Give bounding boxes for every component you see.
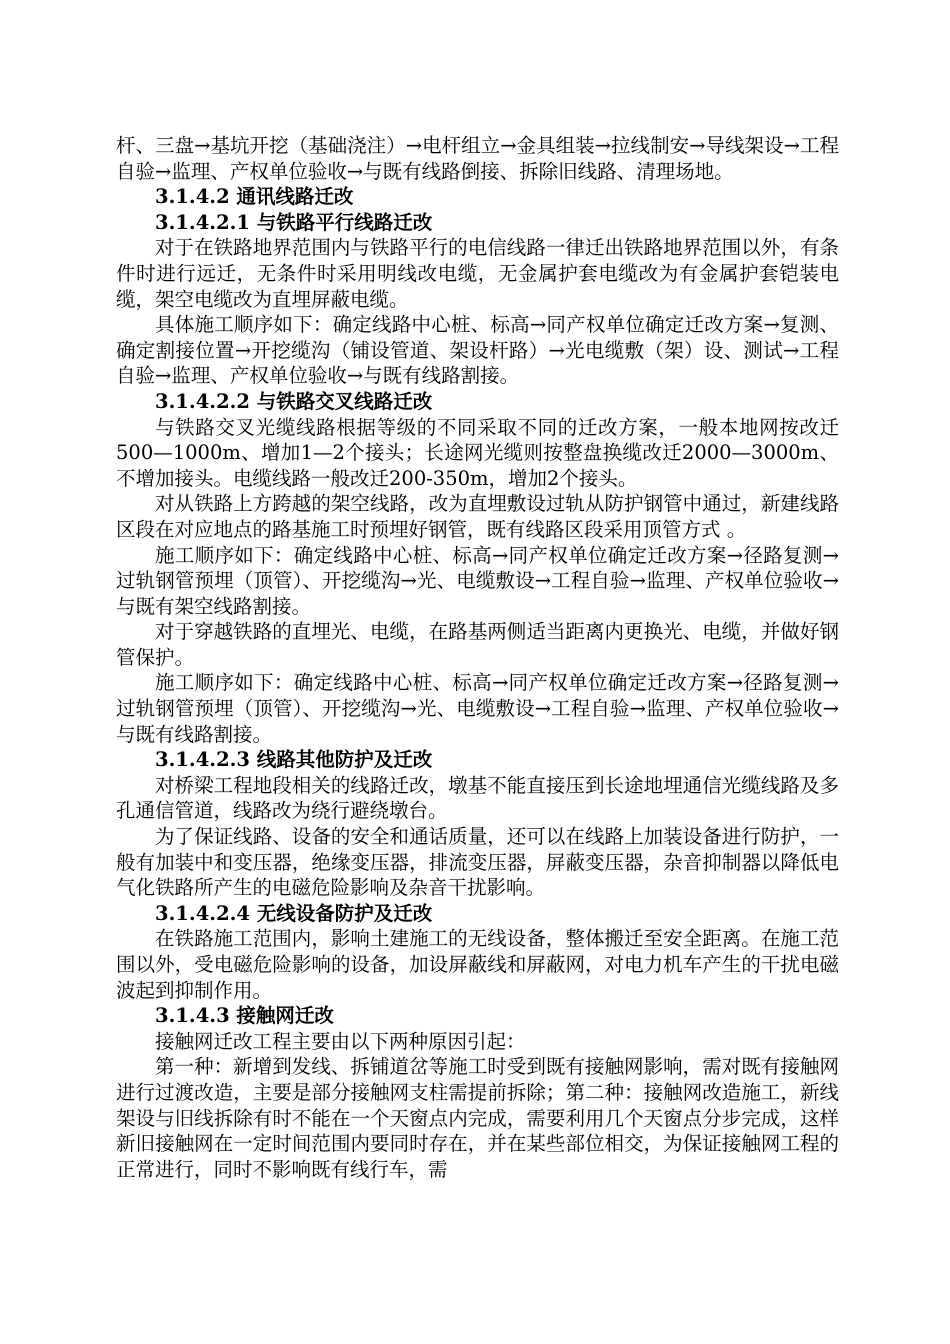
paragraph: 对桥梁工程地段相关的线路迁改，墩基不能直接压到长途地埋通信光缆线路及多孔通信管道，线路改为绕行避绕墩台。	[116, 773, 839, 823]
paragraph-continuation: 杆、三盘→基坑开挖（基础浇注）→电杆组立→金具组装→拉线制安→导线架设→工程自验→监理、产权单位验收→与既有线路倒接、拆除旧线路、清理场地。	[116, 134, 839, 183]
paragraph: 在铁路施工范围内，影响土建施工的无线设备，整体搬迁至安全距离。在施工范围以外，受电磁危险影响的设备，加设屏蔽线和屏蔽网，对电力机车产生的干扰电磁波起到抑制作用。	[116, 927, 839, 1002]
document-page	[116, 133, 839, 1182]
paragraph: 接触网迁改工程主要由以下两种原因引起：	[155, 1029, 526, 1053]
section-heading-3-1-4-2-2: 3.1.4.2.2 与铁路交叉线路迁改	[155, 389, 433, 413]
paragraph: 与铁路交叉光缆线路根据等级的不同采取不同的迁改方案，一般本地网按改迁500—1000m、增加1—2个接头；长途网光缆则按整盘换缆改迁2000—3000m、不增加接头。电缆线路一般改迁200-350m，增加2个接头。	[116, 415, 839, 490]
paragraph: 施工顺序如下：确定线路中心桩、标高→同产权单位确定迁改方案→径路复测→过轨钢管预埋（顶管）、开挖缆沟→光、电缆敷设→工程自验→监理、产权单位验收→与既有线路割接。	[116, 671, 839, 746]
section-heading-3-1-4-2-3: 3.1.4.2.3 线路其他防护及迁改	[155, 748, 433, 772]
paragraph: 施工顺序如下：确定线路中心桩、标高→同产权单位确定迁改方案→径路复测→过轨钢管预埋（顶管）、开挖缆沟→光、电缆敷设→工程自验→监理、产权单位验收→与既有架空线路割接。	[116, 543, 839, 618]
section-heading-3-1-4-3: 3.1.4.3 接触网迁改	[155, 1004, 334, 1028]
paragraph: 对于在铁路地界范围内与铁路平行的电信线路一律迁出铁路地界范围以外，有条件时进行远迁，无条件时采用明线改电缆，无金属护套电缆改为有金属护套铠装电缆，架空电缆改为直埋屏蔽电缆。	[116, 236, 839, 311]
section-heading-3-1-4-2-4: 3.1.4.2.4 无线设备防护及迁改	[155, 901, 433, 925]
paragraph: 具体施工顺序如下：确定线路中心桩、标高→同产权单位确定迁改方案→复测、确定割接位置→开挖缆沟（铺设管道、架设杆路）→光电缆敷（架）设、测试→工程自验→监理、产权单位验收→与既有线路割接。	[116, 313, 839, 388]
paragraph: 为了保证线路、设备的安全和通话质量，还可以在线路上加装设备进行防护，一般有加装中和变压器，绝缘变压器，排流变压器，屏蔽变压器，杂音抑制器以降低电气化铁路所产生的电磁危险影响及杂音干扰影响。	[116, 825, 839, 900]
paragraph: 对从铁路上方跨越的架空线路，改为直埋敷设过轨从防护钢管中通过，新建线路区段在对应地点的路基施工时预埋好钢管，既有线路区段采用顶管方式 。	[116, 492, 839, 541]
section-heading-3-1-4-2: 3.1.4.2 通讯线路迁改	[155, 185, 354, 209]
paragraph: 第一种：新增到发线、拆铺道岔等施工时受到既有接触网影响，需对既有接触网进行过渡改造，主要是部分接触网支柱需提前拆除；第二种：接触网改造施工，新线架设与旧线拆除有时不能在一个天窗点内完成，需要利用几个天窗点分步完成，这样新旧接触网在一定时间范围内要同时存在，并在某些部位相交，为保证接触网工程的正常进行，同时不影响既有线行车，需	[116, 1055, 839, 1181]
section-heading-3-1-4-2-1: 3.1.4.2.1 与铁路平行线路迁改	[155, 210, 433, 234]
paragraph: 对于穿越铁路的直埋光、电缆，在路基两侧适当距离内更换光、电缆，并做好钢管保护。	[116, 620, 839, 669]
